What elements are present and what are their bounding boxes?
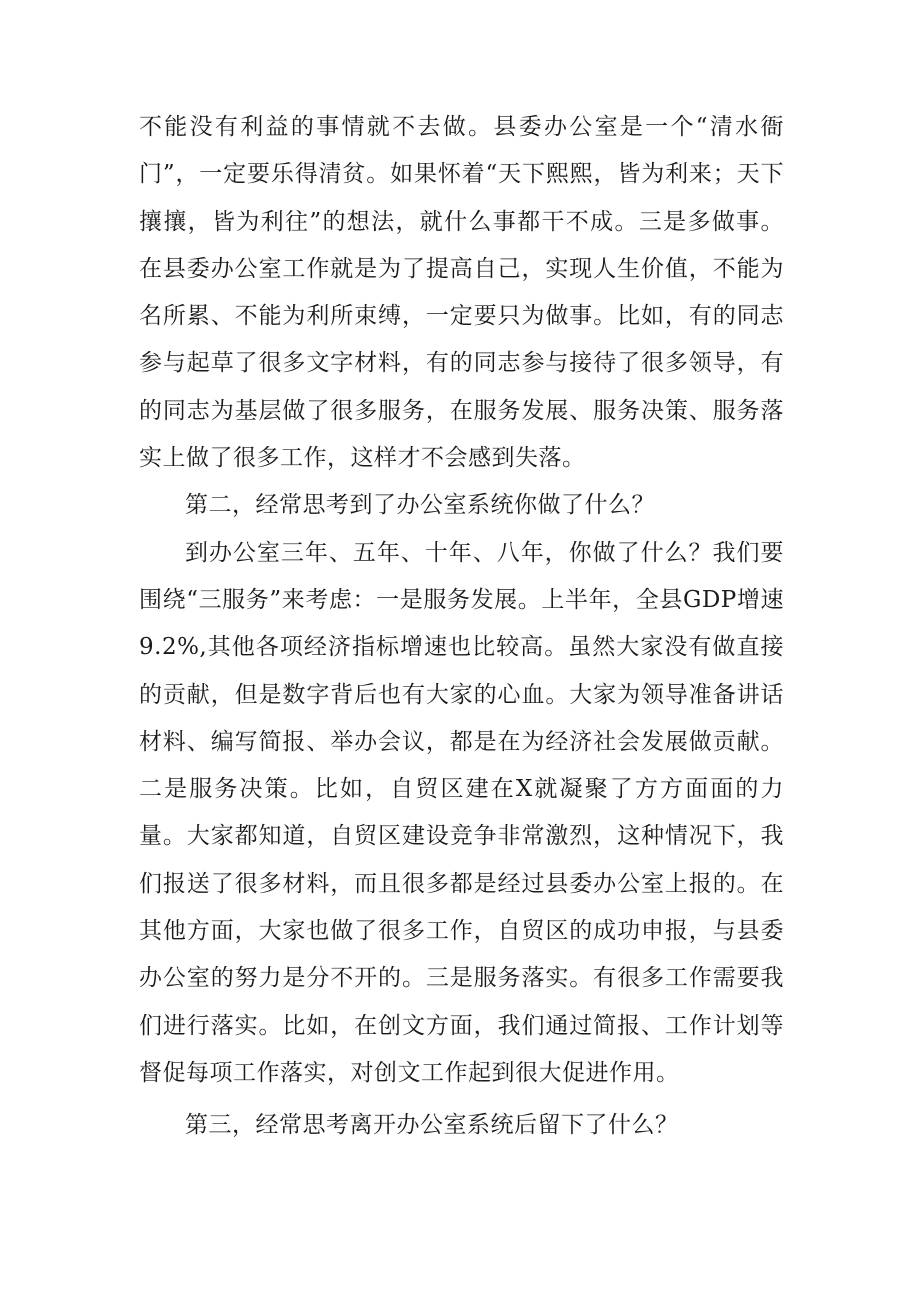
section-heading-2: 第二，经常思考到了办公室系统你做了什么？: [185, 492, 655, 519]
section-heading-3: 第三，经常思考离开办公室系统后留下了什么？: [185, 1112, 679, 1139]
document-body: [139, 104, 784, 1150]
body-paragraph-1: 不能没有利益的事情就不去做。县委办公室是一个“清水衙门”，一定要乐得清贫。如果怀着“天下熙熙，皆为利来；天下攘攘，皆为利往”的想法，就什么事都干不成。三是多做事。在县委办公室工作就是为了提高自己，实现人生价值，不能为名所累、不能为利所束缚，一定要只为做事。比如，有的同志参与起草了很多文字材料，有的同志参与接待了很多领导，有的同志为基层做了很多服务，在服务发展、服务决策、服务落实上做了很多工作，这样才不会感到失落。: [139, 114, 784, 472]
body-paragraph-2: 到办公室三年、五年、十年、八年，你做了什么？我们要围绕“三服务”来考虑：一是服务发展。上半年，全县GDP增速9.2%,其他各项经济指标增速也比较高。虽然大家没有做直接的贡献，但是数字背后也有大家的心血。大家为领导准备讲话材料、编写简报、举办会议，都是在为经济社会发展做贡献。二是服务决策。比如，自贸区建在X就凝聚了方方面面的力量。大家都知道，自贸区建设竞争非常激烈，这种情况下，我们报送了很多材料，而且很多都是经过县委办公室上报的。在其他方面，大家也做了很多工作，自贸区的成功申报，与县委办公室的努力是分不开的。三是服务落实。有很多工作需要我们进行落实。比如，在创文方面，我们通过简报、工作计划等督促每项工作落实，对创文工作起到很大促进作用。: [139, 539, 784, 1086]
